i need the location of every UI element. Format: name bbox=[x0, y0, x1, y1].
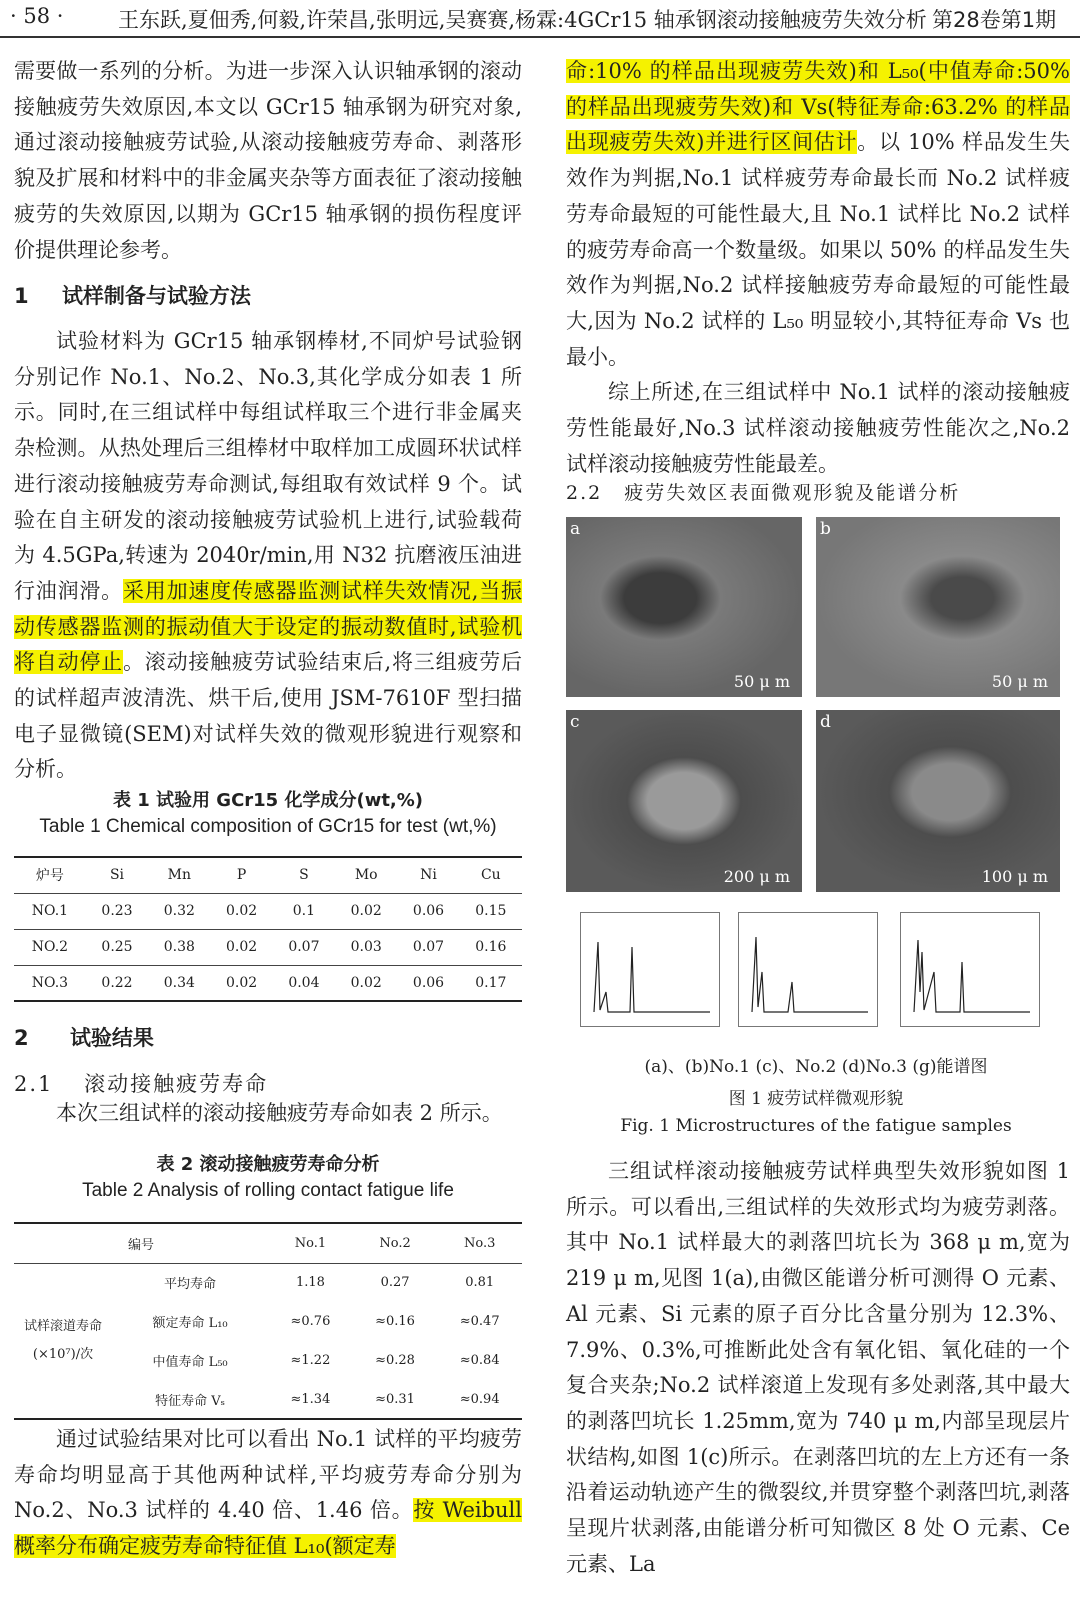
table1-cell: 0.34 bbox=[163, 974, 195, 991]
table2-cell: 1.18 bbox=[295, 1275, 325, 1291]
table1-cell: 0.02 bbox=[226, 939, 258, 955]
table1-cell: 0.23 bbox=[101, 903, 133, 919]
table2-caption-en: Table 2 Analysis of rolling contact fatigue life bbox=[82, 1180, 454, 1201]
table1-caption-en: Table 1 Chemical composition of GCr15 for test (wt,%) bbox=[39, 816, 497, 837]
method-text-end: 。滚动接触疲劳试验结束后,将三组疲劳后的试样超声波清洗、烘干后,使用 JSM-7610F 型扫描电子显微镜(SEM)对试样失效的微观形貌进行观察和分析。 bbox=[14, 650, 522, 782]
section-1-heading bbox=[14, 280, 251, 310]
table1-cell: NO.1 bbox=[31, 903, 69, 919]
table2-cell: ≈0.31 bbox=[375, 1391, 415, 1407]
table1-cell: 0.06 bbox=[412, 903, 445, 919]
table2-cell: 0.27 bbox=[380, 1275, 410, 1291]
table2-cell: ≈0.28 bbox=[375, 1353, 415, 1368]
section-2-heading bbox=[14, 1022, 154, 1052]
sem-image-c bbox=[566, 710, 802, 892]
table2-cell: ≈0.84 bbox=[459, 1353, 500, 1368]
table1-header-cell: Mn bbox=[167, 867, 191, 884]
result-paragraph bbox=[14, 1422, 522, 1565]
running-header bbox=[0, 0, 1080, 38]
intro-paragraph: 需要做一系列的分析。为进一步深入认识轴承钢的滚动接触疲劳失效原因,本文以 GCr15 轴承钢为研究对象,通过滚动接触疲劳试验,从滚动接触疲劳寿命、剥落形貌及扩展和材料中的非金属夹杂等方面表征了滚动接触疲劳的失效原因,以期为 GCr15 轴承钢的损伤程度评价提供理论参考。 bbox=[14, 59, 522, 262]
table2 bbox=[14, 1222, 522, 1420]
table1-cell: 0.1 bbox=[292, 903, 316, 919]
summary-paragraph: 综上所述,在三组试样中 No.1 试样的滚动接触疲劳性能最好,No.3 试样滚动接触疲劳性能次之,No.2 试样滚动接触疲劳性能最差。 bbox=[566, 380, 1070, 476]
table1-cell: 0.17 bbox=[475, 974, 507, 991]
table1-cell: 0.38 bbox=[163, 939, 195, 955]
sem-scale-bar: 50 μ m bbox=[991, 672, 1048, 691]
subsection-2-2-heading bbox=[566, 478, 960, 505]
figure1-caption-en: Fig. 1 Microstructures of the fatigue samples bbox=[620, 1116, 1012, 1136]
table1-cell: 0.06 bbox=[412, 974, 445, 991]
table2-cell: ≈0.16 bbox=[375, 1314, 415, 1329]
figure1-caption-zh: 图 1 疲劳试样微观形貌 bbox=[728, 1089, 904, 1109]
subsection-2-1-heading bbox=[14, 1068, 268, 1098]
table2-group-label bbox=[14, 1263, 112, 1419]
method-text: 试验材料为 GCr15 轴承钢棒材,不同炉号试验钢分别记作 No.1、No.2、No.3,其化学成分如表 1 所示。同时,在三组试样中每组试样取三个进行非金属夹杂检测。从热处理后三组棒材中取样加工成圆环状试样进行滚动接触疲劳寿命测试,每组取有效试样 9 个。试验在自主研发的滚动接触疲劳试验机上进行,试验载荷为 4.5GPa,转速为 2040r/min,用 N32 抗磨液压油进行油润滑。 bbox=[14, 329, 522, 603]
table1-cell: 0.22 bbox=[101, 974, 133, 991]
table1-header-cell: 炉号 bbox=[35, 868, 64, 885]
table1-cell: 0.02 bbox=[226, 974, 258, 991]
figure1-subcaption: (a)、(b)No.1 (c)、No.2 (d)No.3 (g)能谱图 bbox=[644, 1057, 988, 1077]
table1-header-cell: Cu bbox=[480, 867, 501, 884]
header-authors-title: 王东跃,夏佃秀,何毅,许荣昌,张明远,吴赛赛,杨霖:4GCr15 轴承钢滚动接触疲劳失效分析 bbox=[118, 8, 927, 32]
table2-row-name: 额定寿命 L₁₀ bbox=[152, 1316, 228, 1331]
table2-row-name: 特征寿命 Vₛ bbox=[155, 1393, 226, 1409]
table1-cell: 0.02 bbox=[350, 974, 382, 991]
table2-cell: ≈0.76 bbox=[290, 1314, 331, 1329]
sem-scale-bar: 100 μ m bbox=[981, 867, 1048, 886]
table2-header-label: 编号 bbox=[128, 1237, 155, 1253]
table1-header-cell: P bbox=[236, 867, 247, 884]
eds-spectrum-2 bbox=[738, 912, 878, 1027]
table1-cell: 0.15 bbox=[475, 903, 507, 919]
table2-group-label-line: (×10⁷)/次 bbox=[32, 1346, 94, 1362]
table2-header-cell: No.3 bbox=[463, 1235, 496, 1251]
section-1-title: 试样制备与试验方法 bbox=[61, 284, 251, 308]
sem-image-a bbox=[566, 517, 802, 697]
header-journal-issue: 第28卷第1期 bbox=[932, 8, 1057, 32]
left-column bbox=[14, 54, 522, 268]
table2-row-name: 中值寿命 L₅₀ bbox=[152, 1355, 228, 1370]
figure-discussion-paragraph: 三组试样滚动接触疲劳试样典型失效形貌如图 1 所示。可以看出,三组试样的失效形式均为疲劳剥落。其中 No.1 试样最大的剥落凹坑长为 368 μ m,宽为 219 μ m,见图 1(a),由微区能谱分析可测得 O 元素、Al 元素、Si 元素的原子百分比含量分别为 12.3%、7.9%、0.3%,可推断此处含有氧化铝、氧化硅的一个复合夹杂;No.2 试样滚道上发现有多处剥落,其中最大的剥落凹坑长 1.25mm,宽为 740 μ m,内部呈现层片状结构,如图 1(c)所示。在剥落凹坑的左上方还有一条沿着运动轨迹产生的微裂纹,并贯穿整个剥落凹坑,剥落呈现片状剥落,由能谱分析可知微区 8 处 O 元素、Ce 元素、La bbox=[566, 1159, 1070, 1576]
table1-cell: 0.03 bbox=[350, 939, 382, 955]
right-cont-paragraph bbox=[566, 54, 1070, 375]
table1-cell: NO.2 bbox=[31, 939, 69, 955]
section-1-number: 1 bbox=[14, 284, 29, 308]
table2-cell: ≈1.34 bbox=[290, 1391, 331, 1407]
table2-cell: 0.81 bbox=[465, 1275, 495, 1291]
table2-cell: ≈0.47 bbox=[459, 1314, 500, 1329]
result-highlight: 按 Weibull 概率分布确定疲劳寿命特征值 L₁₀(额定寿 bbox=[14, 1498, 522, 1559]
table-row bbox=[14, 893, 522, 929]
eds-spectrum-1 bbox=[580, 912, 720, 1027]
section-2-number: 2 bbox=[14, 1026, 29, 1050]
sem-image-d bbox=[816, 710, 1060, 892]
method-block bbox=[14, 324, 522, 788]
table2-header-cell: No.1 bbox=[294, 1235, 327, 1251]
table1-header-row bbox=[14, 857, 522, 893]
table1-cell: 0.25 bbox=[101, 939, 133, 955]
result-text: 通过试验结果对比可以看出 No.1 试样的平均疲劳寿命均明显高于其他两种试样,平均疲劳寿命分别为 No.2、No.3 试样的 4.40 倍、1.46 倍。 bbox=[14, 1427, 522, 1523]
sem-image-b bbox=[816, 517, 1060, 697]
sem-image-label: c bbox=[570, 712, 580, 732]
subsection-2-2-title: 疲劳失效区表面微观形貌及能谱分析 bbox=[624, 482, 961, 504]
table-row bbox=[14, 929, 522, 965]
table1-cell: 0.04 bbox=[288, 974, 320, 991]
right-cont-text: 。以 10% 样品发生失效作为判据,No.1 试样疲劳寿命最长而 No.2 试样疲劳寿命最短的可能性最大,且 No.1 试样比 No.2 试样的疲劳寿命高一个数量级。如果以 50% 的样品发生失效作为判据,No.2 试样接触疲劳寿命最短的可能性最大,因为 No.2 试样的 L₅₀ 明显较小,其特征寿命 Vs 也最小。 bbox=[566, 130, 1070, 369]
section-2-1-paragraph: 本次三组试样的滚动接触疲劳寿命如表 2 所示。 bbox=[56, 1101, 503, 1125]
table1-header-cell: Mo bbox=[354, 867, 378, 884]
method-highlight: 采用加速度传感器监测试样失效情况,当振动传感器监测的振动值大于设定的振动数值时,试验机将自动停止 bbox=[14, 578, 522, 675]
table2-cell: ≈0.94 bbox=[459, 1391, 500, 1407]
subsection-2-2-number: 2.2 bbox=[566, 482, 603, 504]
table1-header-cell: Si bbox=[109, 867, 125, 884]
table2-caption-zh: 表 2 滚动接触疲劳寿命分析 bbox=[156, 1154, 380, 1175]
table1-header-cell: S bbox=[299, 867, 309, 884]
sem-scale-bar: 200 μ m bbox=[723, 867, 790, 886]
table2-cell: ≈1.22 bbox=[290, 1353, 331, 1368]
table2-header-row bbox=[14, 1223, 522, 1263]
table1-caption-zh: 表 1 试验用 GCr15 化学成分(wt,%) bbox=[112, 790, 424, 811]
eds-spectrum-3 bbox=[900, 912, 1040, 1027]
table2-row-name: 平均寿命 bbox=[164, 1277, 217, 1293]
section-2-title: 试验结果 bbox=[69, 1026, 154, 1050]
table1-header-cell: Ni bbox=[420, 867, 437, 884]
method-paragraph bbox=[14, 324, 522, 788]
table1-cell: 0.16 bbox=[475, 939, 507, 955]
sem-image-label: a bbox=[570, 519, 581, 539]
subsection-2-1-title: 滚动接触疲劳寿命 bbox=[84, 1072, 269, 1096]
table-row bbox=[14, 965, 522, 1001]
table1-cell: NO.3 bbox=[31, 974, 69, 991]
table1 bbox=[14, 856, 522, 1002]
table2-group-label-line: 试样滚道寿命 bbox=[23, 1318, 102, 1334]
table-row bbox=[14, 1263, 522, 1302]
table1-cell: 0.07 bbox=[412, 939, 445, 955]
right-cont-highlight: 命:10% 的样品出现疲劳失效)和 L₅₀(中值寿命:50% 的样品出现疲劳失效)和 Vs(特征寿命:63.2% 的样品出现疲劳失效)并进行区间估计 bbox=[566, 59, 1070, 155]
table1-cell: 0.02 bbox=[226, 903, 258, 919]
right-column bbox=[566, 54, 1070, 482]
sem-scale-bar: 50 μ m bbox=[733, 672, 790, 691]
page-number: · 58 · bbox=[10, 4, 64, 28]
sem-image-label: b bbox=[820, 519, 831, 539]
sem-image-label: d bbox=[820, 712, 831, 732]
table1-cell: 0.07 bbox=[288, 939, 320, 955]
subsection-2-1-number: 2.1 bbox=[14, 1072, 54, 1096]
table1-cell: 0.02 bbox=[350, 903, 382, 919]
table1-cell: 0.32 bbox=[163, 903, 195, 919]
table2-header-cell: No.2 bbox=[379, 1235, 411, 1251]
